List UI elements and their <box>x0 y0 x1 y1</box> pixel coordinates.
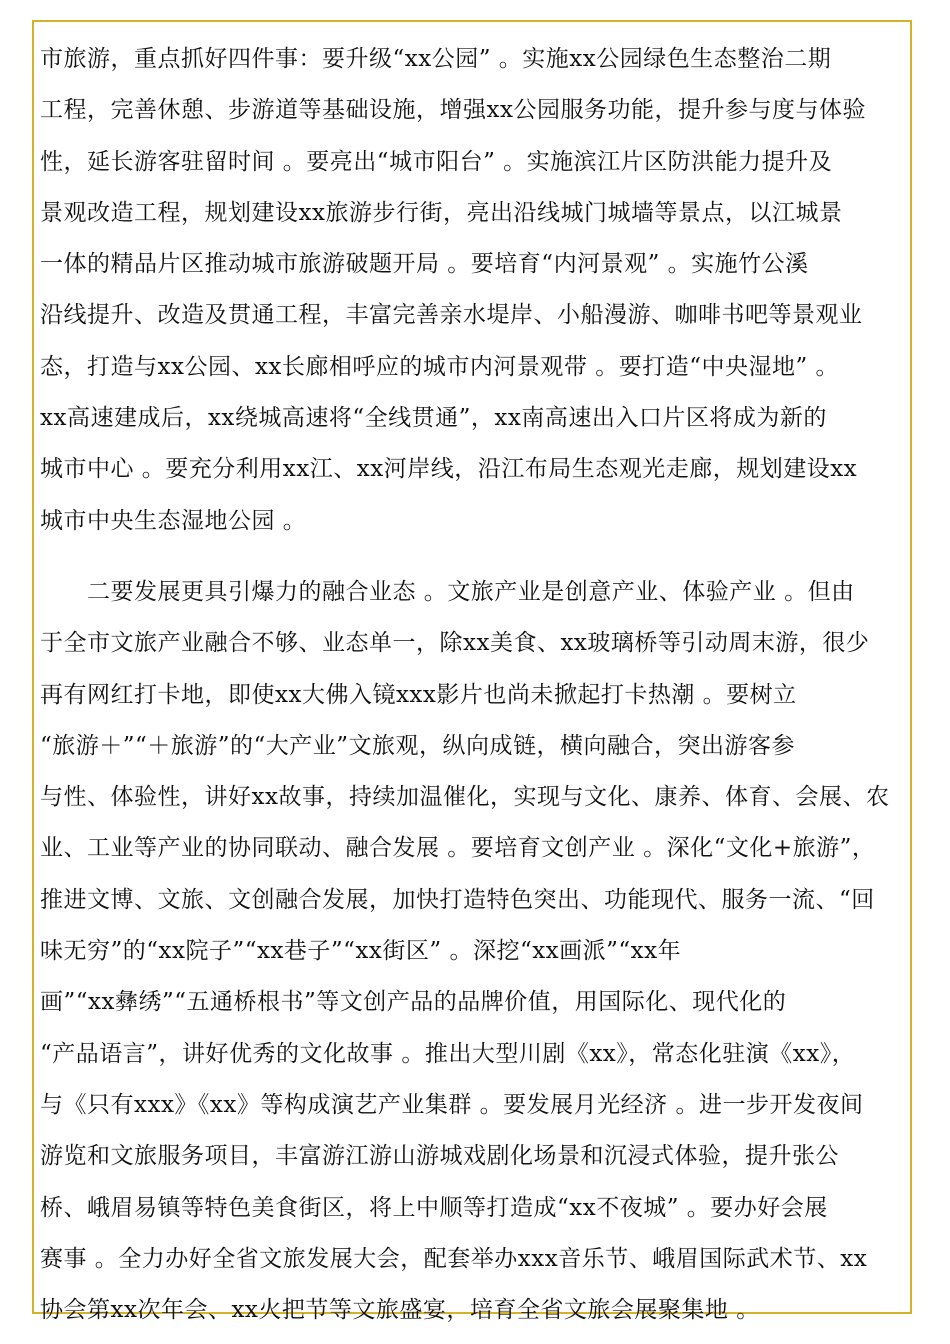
text-line: 游览和文旅服务项目，丰富游江游山游城戏剧化场景和沉浸式体验，提升张公 <box>40 1143 839 1170</box>
text-line: 画”“xx彝绣”“五通桥根书”等文创产品的品牌价值，用国际化、现代化的 <box>40 989 787 1016</box>
text-line: 桥、峨眉易镇等特色美食街区，将上中顺等打造成“xx不夜城” 。要办好会展 <box>40 1194 828 1221</box>
text-line: 沿线提升、改造及贯通工程，丰富完善亲水堤岸、小船漫游、咖啡书吧等景观业 <box>40 302 863 329</box>
text-line: 与《只有xxx》《xx》等构成演艺产业集群 。要发展月光经济 。进一步开发夜间 <box>40 1091 864 1118</box>
text-line: 再有网红打卡地，即使xx大佛入镜xxx影片也尚未掀起打卡热潮 。要树立 <box>40 681 797 708</box>
text-line: “旅游＋”“＋旅游”的“大产业”文旅观，纵向成链，横向融合，突出游客参 <box>40 732 796 759</box>
text-line: 性，延长游客驻留时间 。要亮出“城市阳台” 。实施滨江片区防洪能力提升及 <box>40 148 833 175</box>
text-line: 城市中心 。要充分利用xx江、xx河岸线，沿江布局生态观光走廊，规划建设xx <box>40 456 858 483</box>
text-line: 业、工业等产业的协同联动、融合发展 。要培育文创产业 。深化“文化+旅游”， <box>40 835 876 862</box>
text-line: “产品语言”，讲好优秀的文化故事 。推出大型川剧《xx》，常态化驻演《xx》， <box>40 1040 856 1067</box>
text-line: 景观改造工程，规划建设xx旅游步行街，亮出沿线城门城墙等景点，以江城景 <box>40 199 843 226</box>
text-line: 城市中央生态湿地公园 。 <box>40 507 307 534</box>
text-line: 于全市文旅产业融合不够、业态单一，除xx美食、xx玻璃桥等引动周末游，很少 <box>40 630 870 657</box>
text-line: 赛事 。全力办好全省文旅发展大会，配套举办xxx音乐节、峨眉国际武术节、xx <box>40 1245 868 1272</box>
text-line: 协会第xx次年会、xx火把节等文旅盛宴，培育全省文旅会展聚集地 。 <box>40 1297 760 1324</box>
text-line: 一体的精品片区推动城市旅游破题开局 。要培育“内河景观” 。实施竹公溪 <box>40 251 809 278</box>
text-line: 味无穷”的“xx院子”“xx巷子”“xx街区” 。深挖“xx画派”“xx年 <box>40 938 682 965</box>
text-line: xx高速建成后，xx绕城高速将“全线贯通”，xx南高速出入口片区将成为新的 <box>40 405 827 432</box>
document-body <box>40 34 906 1336</box>
text-line: 态，打造与xx公园、xx长廊相呼应的城市内河景观带 。要打造“中央湿地” 。 <box>40 353 840 380</box>
text-line: 工程，完善休憩、步游道等基础设施，增强xx公园服务功能，提升参与度与体验 <box>40 97 866 124</box>
text-line: 二要发展更具引爆力的融合业态 。文旅产业是创意产业、体验产业 。但由 <box>40 578 855 605</box>
text-line: 市旅游，重点抓好四件事：要升级“xx公园” 。实施xx公园绿色生态整治二期 <box>40 46 832 72</box>
text-line: 推进文博、文旅、文创融合发展，加快打造特色突出、功能现代、服务一流、“回 <box>40 886 875 913</box>
paragraph-1 <box>40 34 906 547</box>
text-line: 与性、体验性，讲好xx故事，持续加温催化，实现与文化、康养、体育、会展、农 <box>40 784 890 811</box>
paragraph-2 <box>40 567 906 1336</box>
